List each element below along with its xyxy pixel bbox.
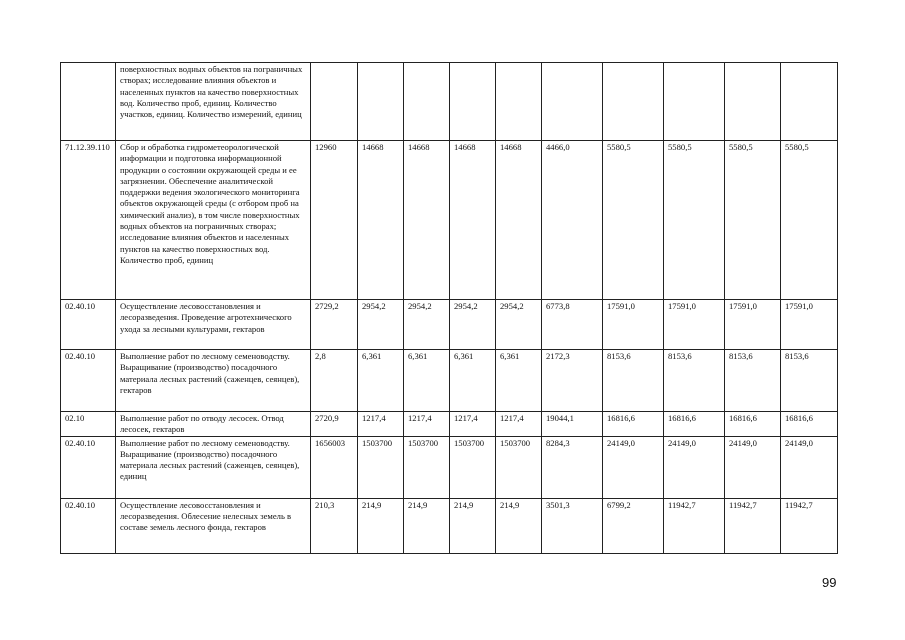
row-value-5: 2954,2 (496, 300, 542, 350)
row-value-9: 5580,5 (725, 141, 781, 300)
row-value-6: 2172,3 (542, 350, 603, 412)
row-value-8: 16816,6 (664, 412, 725, 437)
row-value-4: 1217,4 (450, 412, 496, 437)
row-value-10: 5580,5 (781, 141, 838, 300)
row-code: 71.12.39.110 (61, 141, 116, 300)
table-row (61, 436, 838, 498)
row-value-3: 6,361 (404, 350, 450, 412)
row-value-3 (404, 63, 450, 141)
row-value-5: 1217,4 (496, 412, 542, 437)
row-value-9 (725, 63, 781, 141)
row-value-10: 11942,7 (781, 498, 838, 553)
table-row (61, 498, 838, 553)
row-value-6: 4466,0 (542, 141, 603, 300)
row-value-4: 2954,2 (450, 300, 496, 350)
row-value-5: 1503700 (496, 436, 542, 498)
row-value-9: 11942,7 (725, 498, 781, 553)
row-value-3: 1217,4 (404, 412, 450, 437)
row-value-8: 5580,5 (664, 141, 725, 300)
row-value-5: 6,361 (496, 350, 542, 412)
row-value-1: 1656003 (311, 436, 358, 498)
row-value-10: 8153,6 (781, 350, 838, 412)
table-row (61, 412, 838, 437)
table-body (61, 63, 838, 554)
row-value-2 (358, 63, 404, 141)
row-value-3: 1503700 (404, 436, 450, 498)
row-value-2: 2954,2 (358, 300, 404, 350)
row-value-9: 8153,6 (725, 350, 781, 412)
row-value-3: 2954,2 (404, 300, 450, 350)
data-table (60, 62, 838, 554)
row-description: поверхностных водных объектов на пограничных створах; исследование влияния объектов и населенных пунктов на качество поверхностных вод. Количество проб, единиц. Количество участков, единиц. Количество измерений, единиц (116, 63, 311, 141)
row-value-4: 214,9 (450, 498, 496, 553)
row-value-10: 17591,0 (781, 300, 838, 350)
row-value-9: 16816,6 (725, 412, 781, 437)
table-row (61, 141, 838, 300)
row-value-10 (781, 63, 838, 141)
row-code (61, 63, 116, 141)
row-value-2: 214,9 (358, 498, 404, 553)
row-value-3: 214,9 (404, 498, 450, 553)
row-value-7: 17591,0 (603, 300, 664, 350)
row-value-9: 17591,0 (725, 300, 781, 350)
table-row (61, 63, 838, 141)
row-value-8: 11942,7 (664, 498, 725, 553)
row-value-1: 210,3 (311, 498, 358, 553)
row-value-6 (542, 63, 603, 141)
table-row (61, 300, 838, 350)
page-number: 99 (822, 575, 837, 590)
row-value-7 (603, 63, 664, 141)
row-value-6: 19044,1 (542, 412, 603, 437)
row-value-6: 6773,8 (542, 300, 603, 350)
row-description: Осуществление лесовосстановления и лесоразведения. Облесение нелесных земель в составе земель лесного фонда, гектаров (116, 498, 311, 553)
row-value-8: 8153,6 (664, 350, 725, 412)
row-value-2: 14668 (358, 141, 404, 300)
row-value-4 (450, 63, 496, 141)
row-value-3: 14668 (404, 141, 450, 300)
row-value-7: 24149,0 (603, 436, 664, 498)
row-value-5: 214,9 (496, 498, 542, 553)
row-value-1 (311, 63, 358, 141)
row-value-1: 2729,2 (311, 300, 358, 350)
row-description: Выполнение работ по лесному семеноводству. Выращивание (производство) посадочного материала лесных растений (саженцев, сеянцев), единиц (116, 436, 311, 498)
row-value-7: 5580,5 (603, 141, 664, 300)
row-description: Выполнение работ по отводу лесосек. Отвод лесосек, гектаров (116, 412, 311, 437)
row-value-7: 8153,6 (603, 350, 664, 412)
row-value-7: 6799,2 (603, 498, 664, 553)
row-value-5: 14668 (496, 141, 542, 300)
row-value-1: 2720,9 (311, 412, 358, 437)
row-value-4: 1503700 (450, 436, 496, 498)
row-code: 02.40.10 (61, 300, 116, 350)
row-value-8: 17591,0 (664, 300, 725, 350)
table-row (61, 350, 838, 412)
row-value-1: 2,8 (311, 350, 358, 412)
row-code: 02.40.10 (61, 350, 116, 412)
row-value-10: 16816,6 (781, 412, 838, 437)
row-value-6: 3501,3 (542, 498, 603, 553)
row-value-2: 6,361 (358, 350, 404, 412)
row-value-6: 8284,3 (542, 436, 603, 498)
row-description: Осуществление лесовосстановления и лесоразведения. Проведение агротехнического ухода за лесными культурами, гектаров (116, 300, 311, 350)
row-value-10: 24149,0 (781, 436, 838, 498)
row-value-9: 24149,0 (725, 436, 781, 498)
row-description: Сбор и обработка гидрометеорологической информации и подготовка информационной продукции о состоянии окружающей среды и ее загрязнении. Обеспечение аналитической поддержки ведения экологического мониторинга объектов окружающей среды (с отбором проб на химический анализ), в том числе поверхностных водных объектов на пограничных створах; исследование влияния объектов и населенных пунктов на качество поверхностных вод. Количество проб, единиц (116, 141, 311, 300)
row-value-2: 1503700 (358, 436, 404, 498)
row-value-4: 14668 (450, 141, 496, 300)
row-value-7: 16816,6 (603, 412, 664, 437)
row-value-2: 1217,4 (358, 412, 404, 437)
row-value-8: 24149,0 (664, 436, 725, 498)
row-code: 02.10 (61, 412, 116, 437)
row-value-8 (664, 63, 725, 141)
row-code: 02.40.10 (61, 498, 116, 553)
row-value-5 (496, 63, 542, 141)
row-code: 02.40.10 (61, 436, 116, 498)
row-value-4: 6,361 (450, 350, 496, 412)
row-value-1: 12960 (311, 141, 358, 300)
row-description: Выполнение работ по лесному семеноводству. Выращивание (производство) посадочного материала лесных растений (саженцев, сеянцев), гектаров (116, 350, 311, 412)
